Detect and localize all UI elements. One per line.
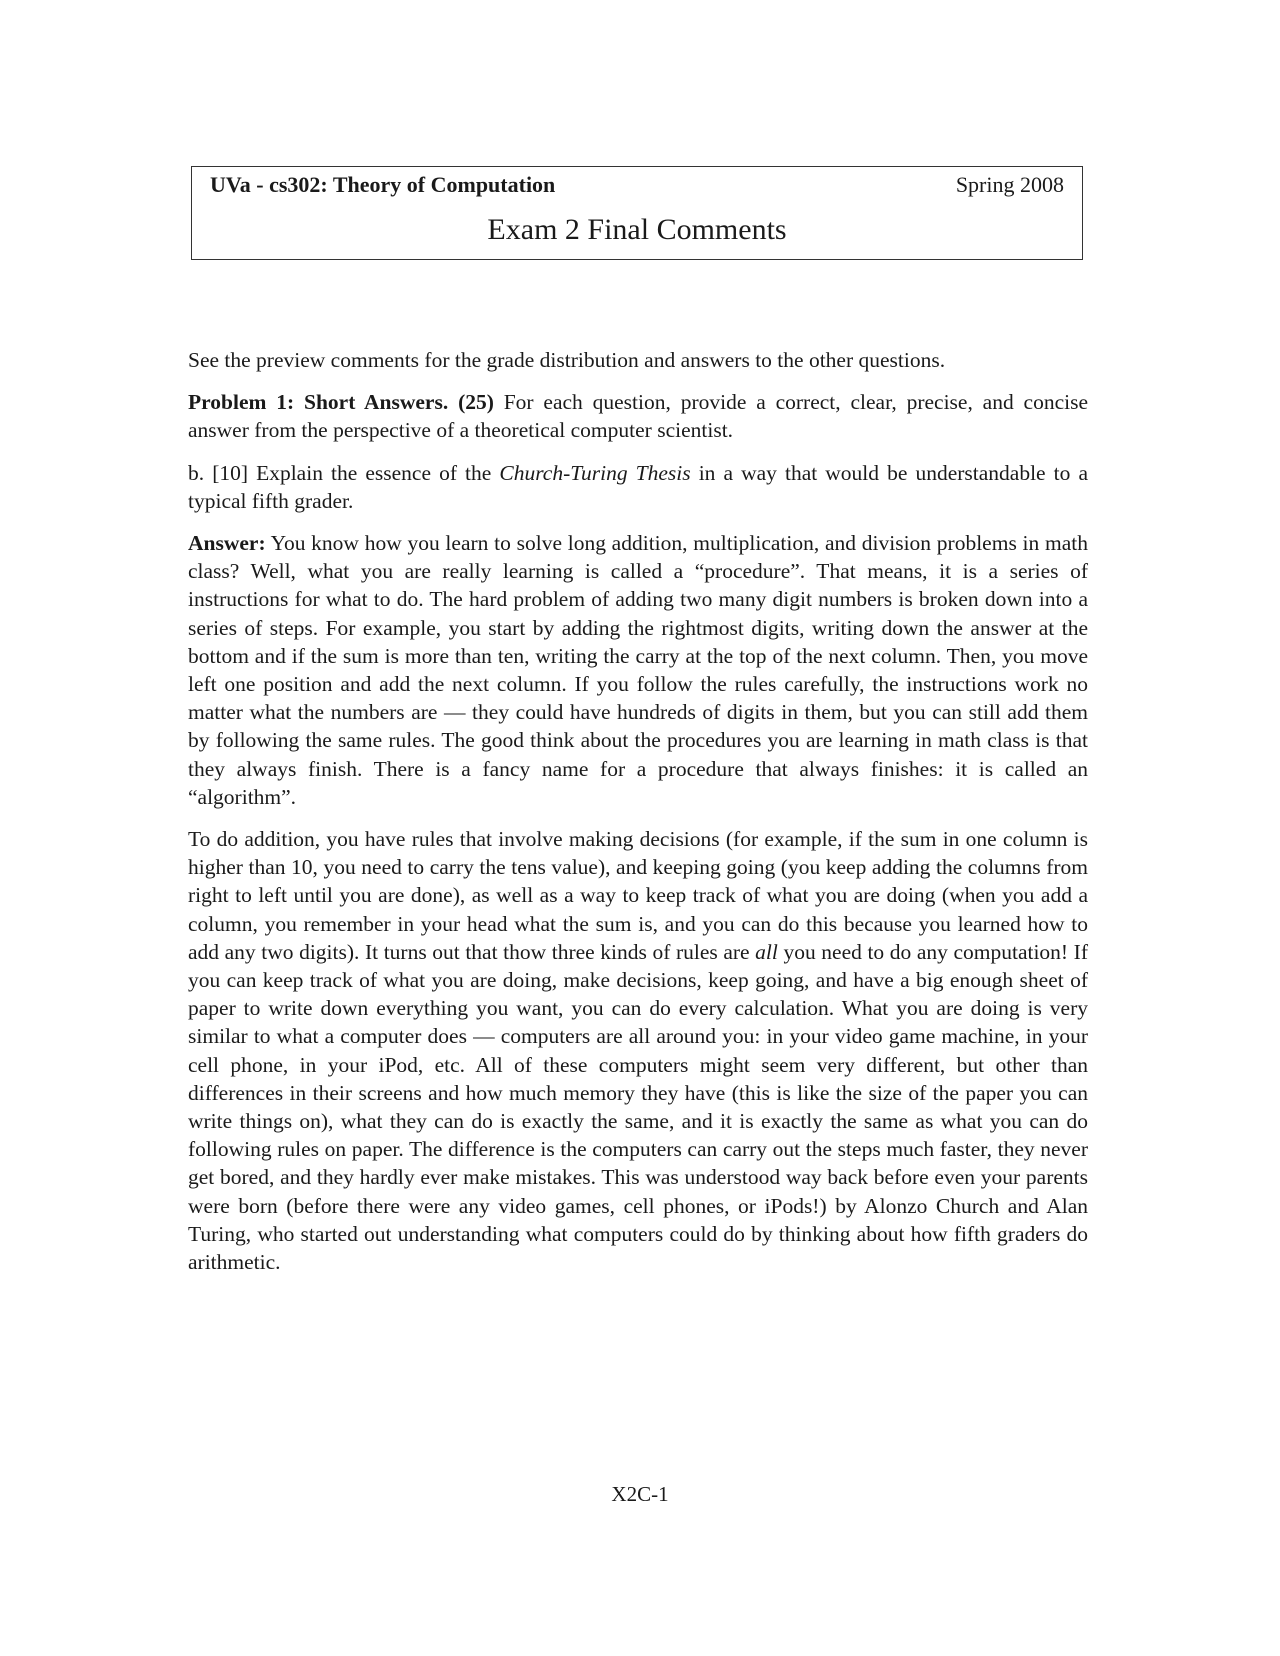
document-body	[188, 346, 1088, 1290]
answer-text-1: You know how you learn to solve long addition, multiplication, and division problems in math class? Well, what you are really learning is called a “procedure”. That means, it is a series of instructions for what to do. The hard problem of adding two many digit numbers is broken down into a series of steps. For example, you start by adding the rightmost digits, writing down the answer at the bottom and if the sum is more than ten, writing the carry at the top of the next column. Then, you move left one position and add the next column. If you follow the rules carefully, the instructions work no matter what the numbers are — they could have hundreds of digits in them, but you can still add them by following the same rules. The good think about the procedures you are learning in math class is that they always finish. There is a fancy name for a procedure that always finishes: it is called an “algorithm”.	[188, 531, 1088, 809]
answer-paragraph-1	[188, 529, 1088, 811]
question-paragraph	[188, 459, 1088, 515]
answer-text-2a: To do addition, you have rules that involve making decisions (for example, if the sum in one column is higher than 10, you need to carry the tens value), and keeping going (you keep adding the columns from right to left until you are done), as well as a way to keep track of what you are doing (when you add a column, you remember in your head what the sum is, and you can do this because you learned how to add any two digits). It turns out that thow three kinds of rules are	[188, 827, 1088, 964]
problem-label: Problem 1: Short Answers.	[188, 390, 449, 415]
page-number: X2C-1	[611, 1482, 669, 1506]
question-suffix: in a way that would be understandable to a typical fifth grader.	[188, 460, 1088, 513]
problem-paragraph	[188, 388, 1088, 444]
course-title: UVa - cs302: Theory of Computation	[210, 172, 556, 197]
problem-text: For each question, provide a correct, clear, precise, and concise answer from the perspective of a theoretical computer scientist.	[188, 390, 1089, 443]
answer-paragraph-2	[188, 825, 1088, 1276]
answer-label: Answer:	[188, 531, 266, 556]
answer-emphasis: all	[755, 939, 778, 964]
question-prefix: b. [10] Explain the essence of the	[188, 460, 500, 485]
header-box	[191, 166, 1083, 260]
problem-points: (25)	[458, 390, 494, 415]
page-title: Exam 2 Final Comments	[487, 213, 787, 246]
answer-text-2b: you need to do any computation! If you can keep track of what you are doing, make decisions, keep going, and have a big enough sheet of paper to write down everything you want, you can do every calculation. What you are doing is very similar to what a computer does — computers are all around you: in your video game machine, in your cell phone, in your iPod, etc. All of these computers might seem very different, but other than differences in their screens and how much memory they have (this is like the size of the paper you can write things on), what they can do is exactly the same, and it is exactly the same as what you can do following rules on paper. The difference is the computers can carry out the steps much faster, they never get bored, and they hardly ever make mistakes. This was understood way back before even your parents were born (before there were any video games, cell phones, or iPods!) by Alonzo Church and Alan Turing, who started out understanding what computers could do by thinking about how fifth graders do arithmetic.	[188, 939, 1088, 1275]
question-term: Church-Turing Thesis	[499, 460, 691, 485]
term-label: Spring 2008	[955, 172, 1064, 197]
intro-paragraph: See the preview comments for the grade distribution and answers to the other questions.	[188, 348, 946, 372]
